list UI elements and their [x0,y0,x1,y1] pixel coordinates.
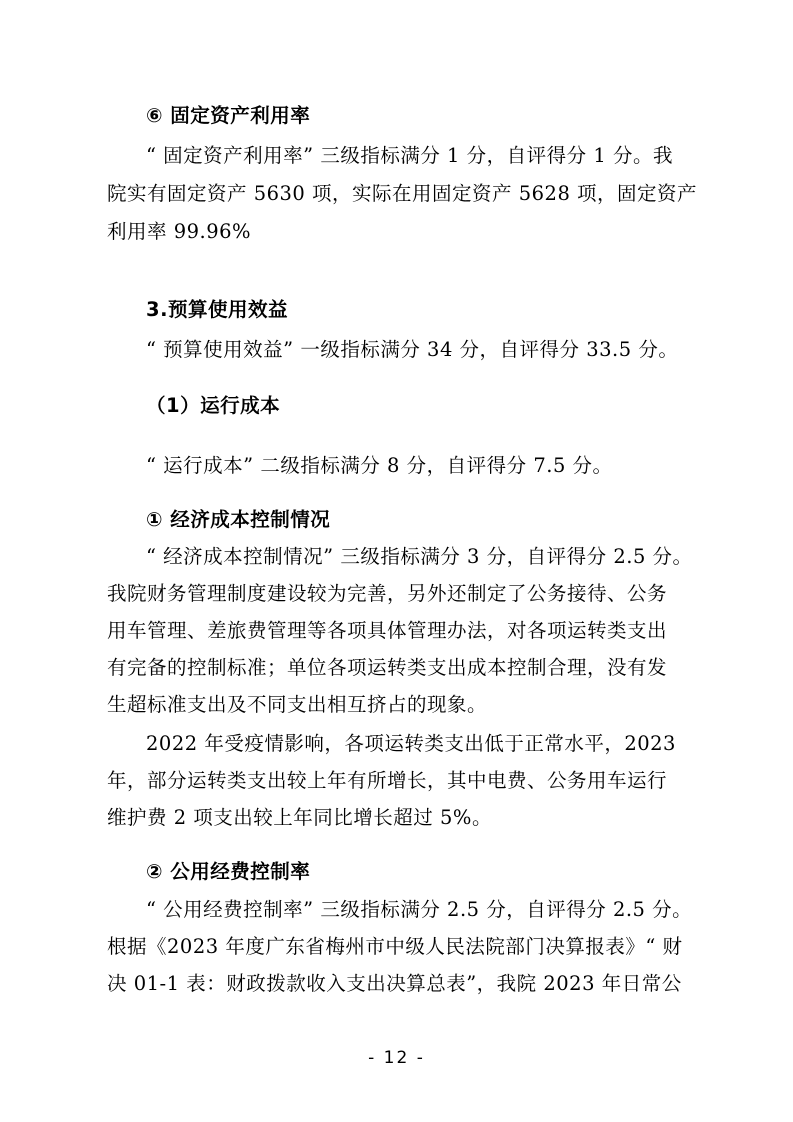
paragraph-line: 根据《2023 年度广东省梅州市中级人民法院部门决算报表》“ 财 [107,935,683,958]
paragraph-line: 2022 年受疫情影响，各项运转类支出低于正常水平，2023 [146,732,676,755]
paragraph-line: “ 固定资产利用率” 三级指标满分 1 分，自评得分 1 分。我 [146,144,673,167]
section-heading-public-expense-control: ② 公用经费控制率 [146,860,311,883]
section-heading-fixed-asset-utilization: ⑥ 固定资产利用率 [146,104,311,127]
paragraph-line: 维护费 2 项支出较上年同比增长超过 5%。 [107,806,492,829]
paragraph-line: “ 运行成本” 二级指标满分 8 分，自评得分 7.5 分。 [146,454,613,477]
paragraph-line: 利用率 99.96% [107,220,252,243]
paragraph-line: “ 经济成本控制情况” 三级指标满分 3 分，自评得分 2.5 分。 [146,545,693,568]
paragraph-line: 生超标准支出及不同支出相互挤占的现象。 [107,693,488,716]
section-heading-operating-cost: （1）运行成本 [146,394,281,417]
paragraph-line: 用车管理、差旅费管理等各项具体管理办法，对各项运转类支出 [107,619,668,642]
paragraph-line: 决 01-1 表：财政拨款收入支出决算总表”，我院 2023 年日常公 [107,972,682,995]
page-number: - 12 - [368,1048,425,1068]
paragraph-line: “ 公用经费控制率” 三级指标满分 2.5 分，自评得分 2.5 分。 [146,898,693,921]
paragraph-line: 我院财务管理制度建设较为完善，另外还制定了公务接待、公务 [107,582,668,605]
section-heading-economic-cost-control: ① 经济成本控制情况 [146,508,331,531]
paragraph-line: 院实有固定资产 5630 项，实际在用固定资产 5628 项，固定资产 [107,182,698,205]
paragraph-line: “ 预算使用效益” 一级指标满分 34 分，自评得分 33.5 分。 [146,338,679,361]
section-heading-budget-benefit: 3.预算使用效益 [146,298,288,321]
paragraph-line: 年，部分运转类支出较上年有所增长，其中电费、公务用车运行 [107,769,668,792]
paragraph-line: 有完备的控制标准；单位各项运转类支出成本控制合理，没有发 [107,656,668,679]
